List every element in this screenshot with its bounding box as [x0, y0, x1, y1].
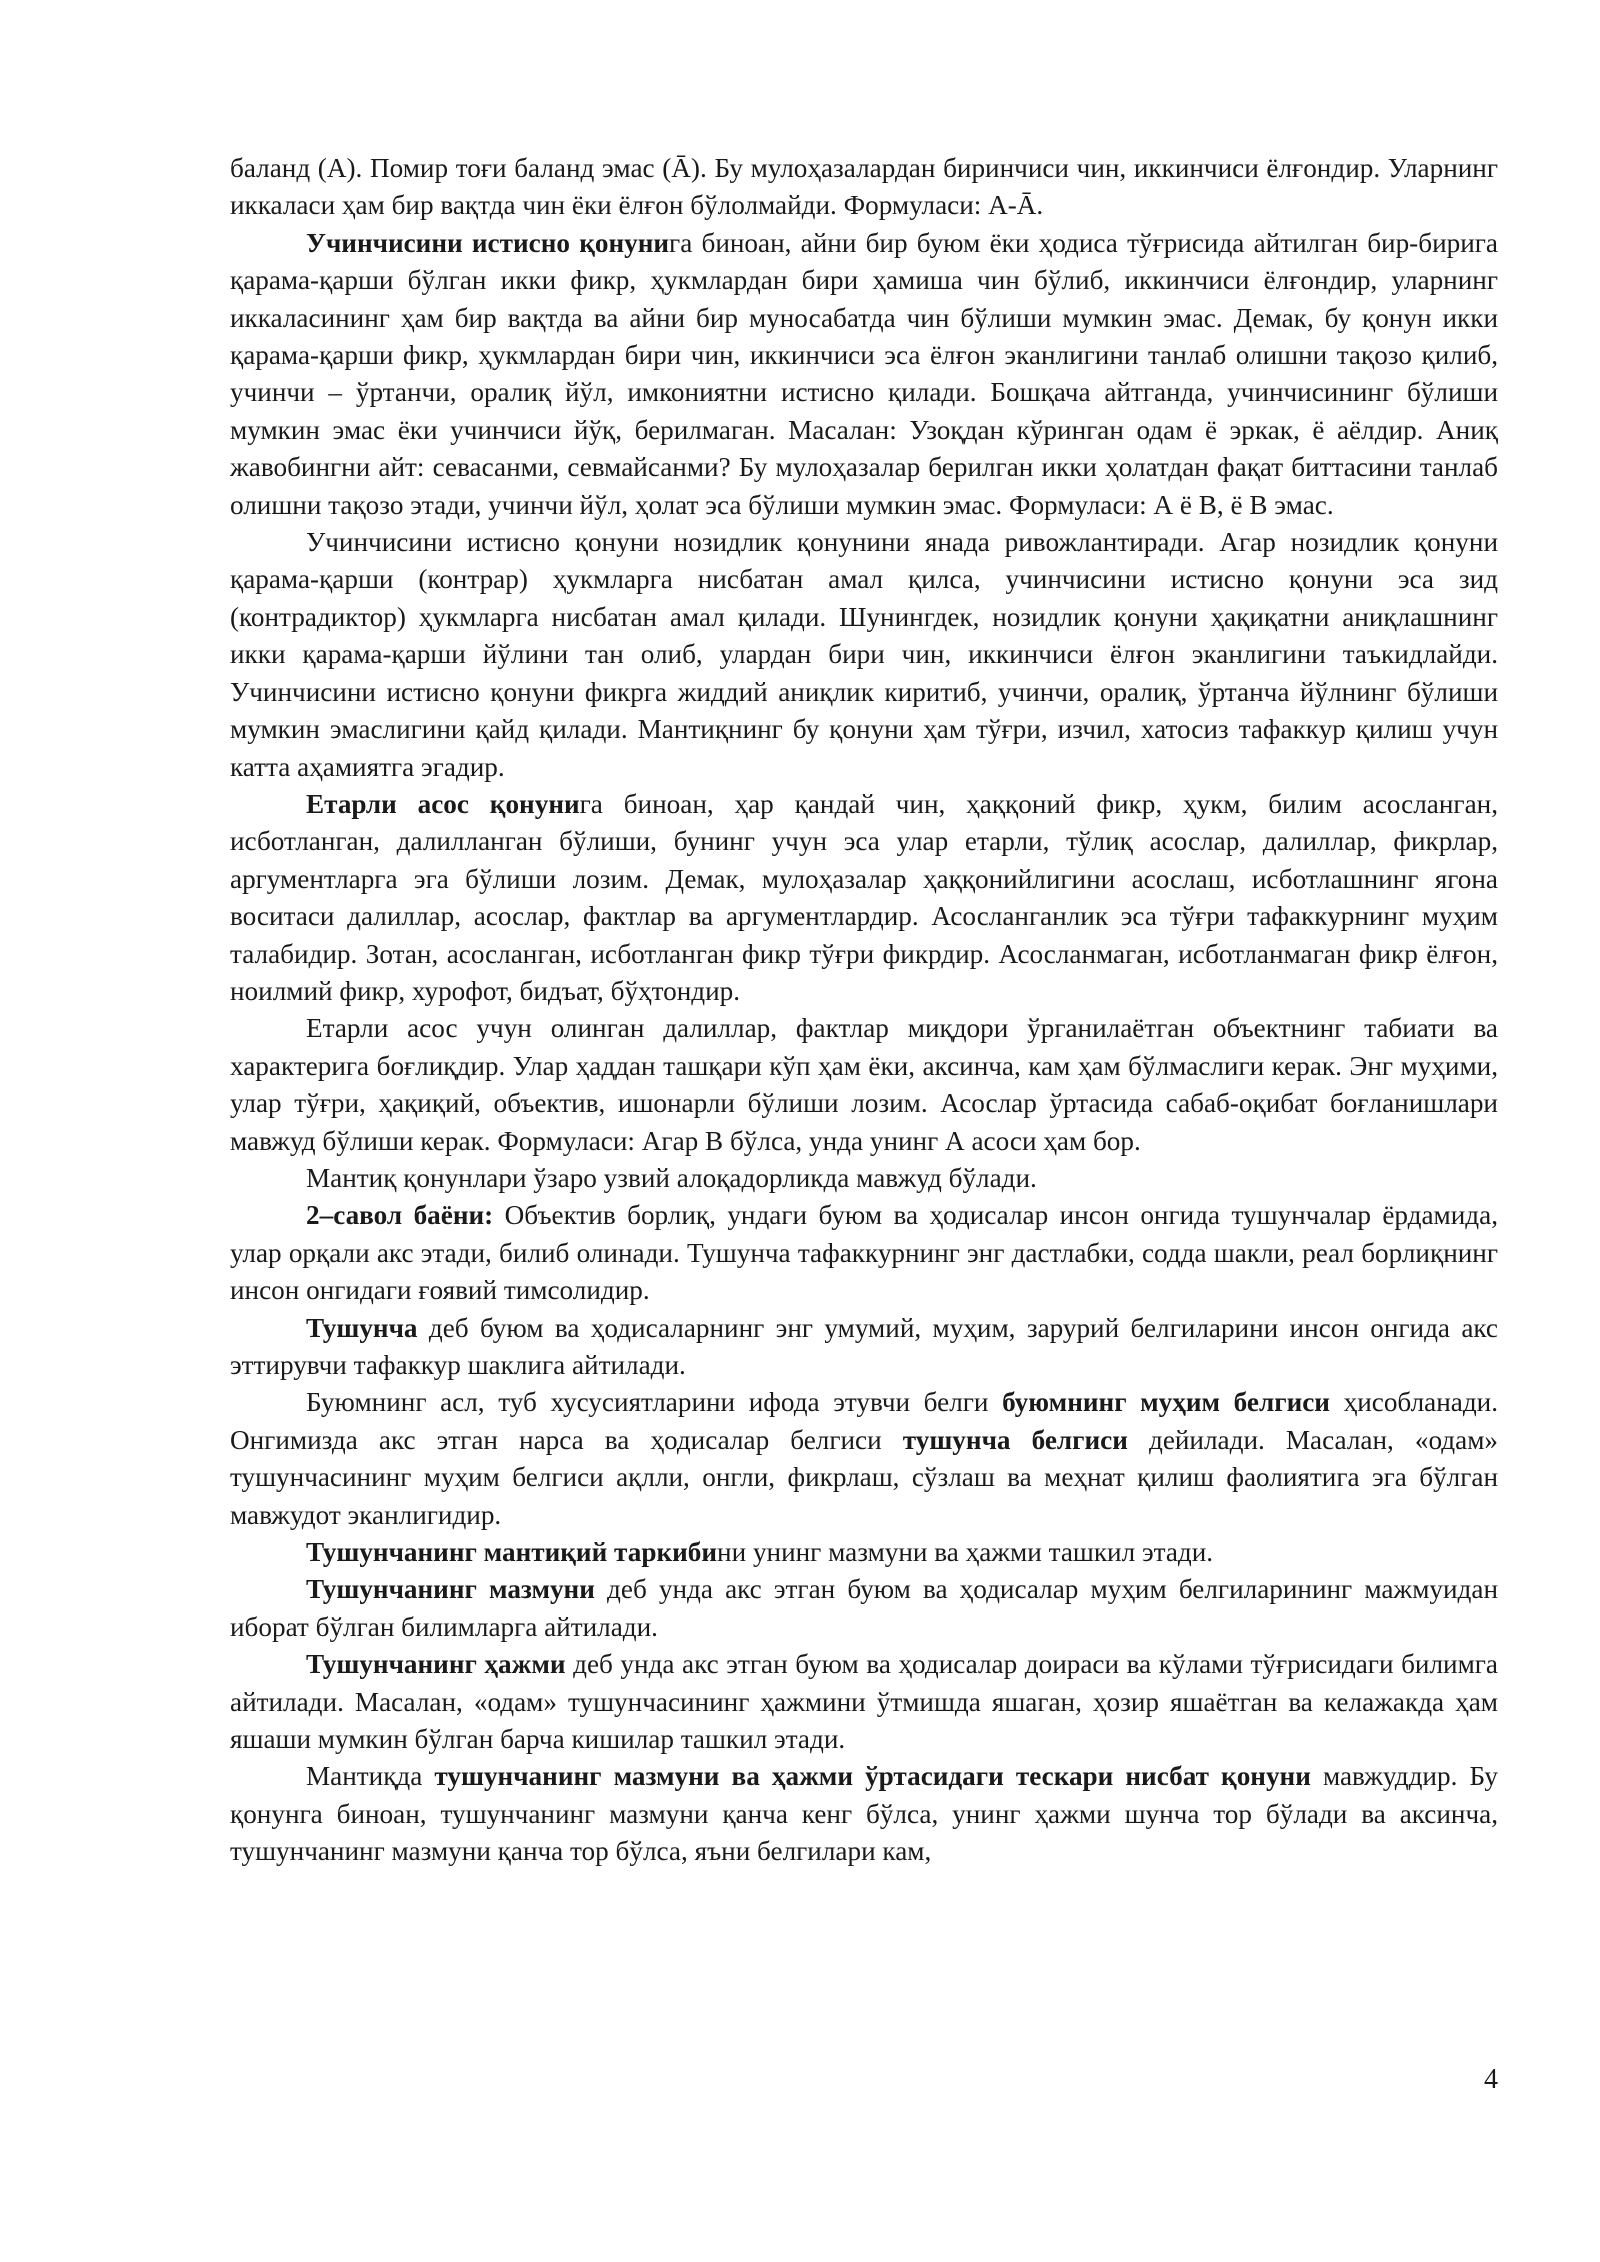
text-run: ҳисобланади. Онгимизда акс этган нарса ва ҳодисалар белгиси: [230, 1387, 1498, 1455]
paragraph: [230, 150, 1498, 225]
page-number: 4: [1484, 2064, 1498, 2095]
paragraph-sufficient-reason-law: [230, 786, 1498, 1010]
text-run: Объектив борлиқ, ундаги буюм ва ҳодисалар инсон онгида тушунчалар ёрдамида, улар орқали акс этади, билиб олинади. Тушунча тафаккурнинг энг дастлабки, содда шакли, реал борлиқнинг инсон онгидаги ғоявий тимсолидир.: [230, 1200, 1498, 1306]
text-run: га биноан, ҳар қандай чин, ҳаққоний фикр, ҳукм, билим асосланган, исботланган, далилланган бўлиши, бунинг учун эса улар етарли, тўлиқ асослар, далиллар, фикрлар, аргументларга эга бўлиши лозим. Демак, мулоҳазалар ҳаққонийлигини асослаш, исботлашнинг ягона воситаси далиллар, асослар, фактлар ва аргументлардир. Асосланганлик эса тўғри тафаккурнинг муҳим талабидир. Зотан, асосланган, исботланган фикр тўғри фикрдир. Асосланмаган, исботланмаган фикр ёлғон, ноилмий фикр, хурофот, бидъат, бўҳтондир.: [230, 788, 1498, 1006]
text-run: Буюмнинг асл, туб хусусиятларини ифода этувчи белги: [306, 1387, 1003, 1418]
paragraph: [230, 1010, 1498, 1160]
text-run: мавжуддир. Бу қонунга биноан, тушунчанинг мазмуни қанча кенг бўлса, унинг ҳажми шунча тор бўлади ва аксинча, тушунчанинг мазмуни қанча тор бўлса, яъни белгилари кам,: [230, 1761, 1498, 1867]
text-run: Етарли асос учун олинган далиллар, фактлар миқдори ўрганилаётган объектнинг табиати ва характерига боғлиқдир. Улар ҳаддан ташқари кўп ҳам ёки, аксинча, кам ҳам бўлмаслиги керак. Энг муҳими, улар тўғри, ҳақиқий, объектив, ишонарли бўлиши лозим. Асослар ўртасида сабаб-оқибат боғланишлари мавжуд бўлиши керак. Формуласи: Агар В бўлса, унда унинг А асоси ҳам бор.: [230, 1013, 1498, 1156]
bold-term: Тушунча: [306, 1312, 418, 1343]
bold-term: Тушунчанинг ҳажми: [306, 1649, 566, 1680]
paragraph: [230, 524, 1498, 786]
bold-term: Тушунчанинг мантиқий таркиби: [306, 1537, 718, 1568]
bold-term: тушунча белгиси: [902, 1424, 1128, 1455]
text-run: баланд (A). Помир тоғи баланд эмас (Ā). Бу мулоҳазалардан биринчиси чин, иккинчиси ёлғондир. Уларнинг иккаласи ҳам бир вақтда чин ёки ёлғон бўлолмайди. Формуласи: А-Ā.: [230, 153, 1498, 221]
text-run: деб унда акс этган буюм ва ҳодисалар муҳим белгиларининг мажмуидан иборат бўлган билимларга айтилади.: [230, 1574, 1498, 1642]
bold-term: буюмнинг муҳим белгиси: [1002, 1387, 1330, 1418]
paragraph: [230, 1646, 1498, 1758]
bold-term: Тушунчанинг мазмуни: [306, 1574, 595, 1605]
paragraph: [230, 1160, 1498, 1197]
text-run: Мантиқда: [306, 1761, 435, 1792]
text-run: дейилади. Масалан, «одам» тушунчасининг муҳим белгиси ақлли, онгли, фикрлаш, сўзлаш ва меҳнат қилиш фаолиятига эга бўлган мавжудот эканлигидир.: [230, 1424, 1499, 1530]
text-run: ни унинг мазмуни ва ҳажми ташкил этади.: [717, 1537, 1214, 1568]
bold-term: Етарли асос қонуни: [306, 788, 580, 819]
paragraph-excluded-middle-law: [230, 225, 1498, 524]
paragraph: [230, 1384, 1498, 1534]
bold-term: 2–савол баёни:: [306, 1200, 494, 1231]
document-body: [230, 150, 1498, 1871]
text-run: деб буюм ва ҳодисаларнинг энг умумий, муҳим, зарурий белгиларини инсон онгида акс эттирувчи тафаккур шаклига айтилади.: [230, 1312, 1498, 1380]
text-run: деб унда акс этган буюм ва ҳодисалар доираси ва кўлами тўғрисидаги билимга айтилади. Масалан, «одам» тушунчасининг ҳажмини ўтмишда яшаган, ҳозир яшаётган ва келажакда ҳам яшаши мумкин бўлган барча кишилар ташкил этади.: [230, 1649, 1498, 1755]
paragraph: [230, 1534, 1498, 1571]
bold-term: Учинчисини истисно қонуни: [306, 227, 670, 258]
paragraph-concept-definition: [230, 1310, 1498, 1385]
text-run: га биноан, айни бир буюм ёки ҳодиса тўғрисида айтилган бир-бирига қарама-қарши бўлган икки фикр, ҳукмлардан бири ҳамиша чин бўлиб, иккинчиси ёлғондир, уларнинг иккаласининг ҳам бир вақтда ва айни бир муносабатда чин бўлиши мумкин эмас. Демак, бу қонун икки қарама-қарши фикр, ҳукмлардан бири чин, иккинчиси эса ёлғон эканлигини танлаб олишни тақозо қилиб, учинчи – ўртанчи, оралиқ йўл, имкониятни истисно қилади. Бошқача айтганда, учинчисининг бўлиши мумкин эмас ёки учинчиси йўқ, берилмаган. Масалан: Узоқдан кўринган одам ё эркак, ё аёлдир. Аниқ жавобингни айт: севасанми, севмайсанми? Бу мулоҳазалар берилган икки ҳолатдан фақат биттасини танлаб олишни тақозо этади, учинчи йўл, ҳолат эса бўлиши мумкин эмас. Формуласи: А ё В, ё В эмас.: [230, 227, 1498, 520]
paragraph: [230, 1758, 1498, 1870]
text-run: Учинчисини истисно қонуни нозидлик қонунини янада ривожлантиради. Агар нозидлик қонуни қарама-қарши (контрар) ҳукмларга нисбатан амал қилса, учинчисини истисно қонуни эса зид (контрадиктор) ҳукмларга нисбатан амал қилади. Шунингдек, нозидлик қонуни ҳақиқатни аниқлашнинг икки қарама-қарши йўлини тан олиб, улардан бири чин, иккинчиси ёлғон эканлигини таъкидлайди. Учинчисини истисно қонуни фикрга жиддий аниқлик киритиб, учинчи, оралиқ, ўртанча йўлнинг бўлиши мумкин эмаслигини қайд қилади. Мантиқнинг бу қонуни ҳам тўғри, изчил, хатосиз тафаккур қилиш учун катта аҳамиятга эгадир.: [230, 527, 1498, 782]
paragraph-question-2: [230, 1197, 1498, 1309]
text-run: Мантиқ қонунлари ўзаро узвий алоқадорликда мавжуд бўлади.: [306, 1162, 1037, 1193]
bold-term: тушунчанинг мазмуни ва ҳажми ўртасидаги тескари нисбат қонуни: [434, 1761, 1311, 1792]
paragraph: [230, 1571, 1498, 1646]
